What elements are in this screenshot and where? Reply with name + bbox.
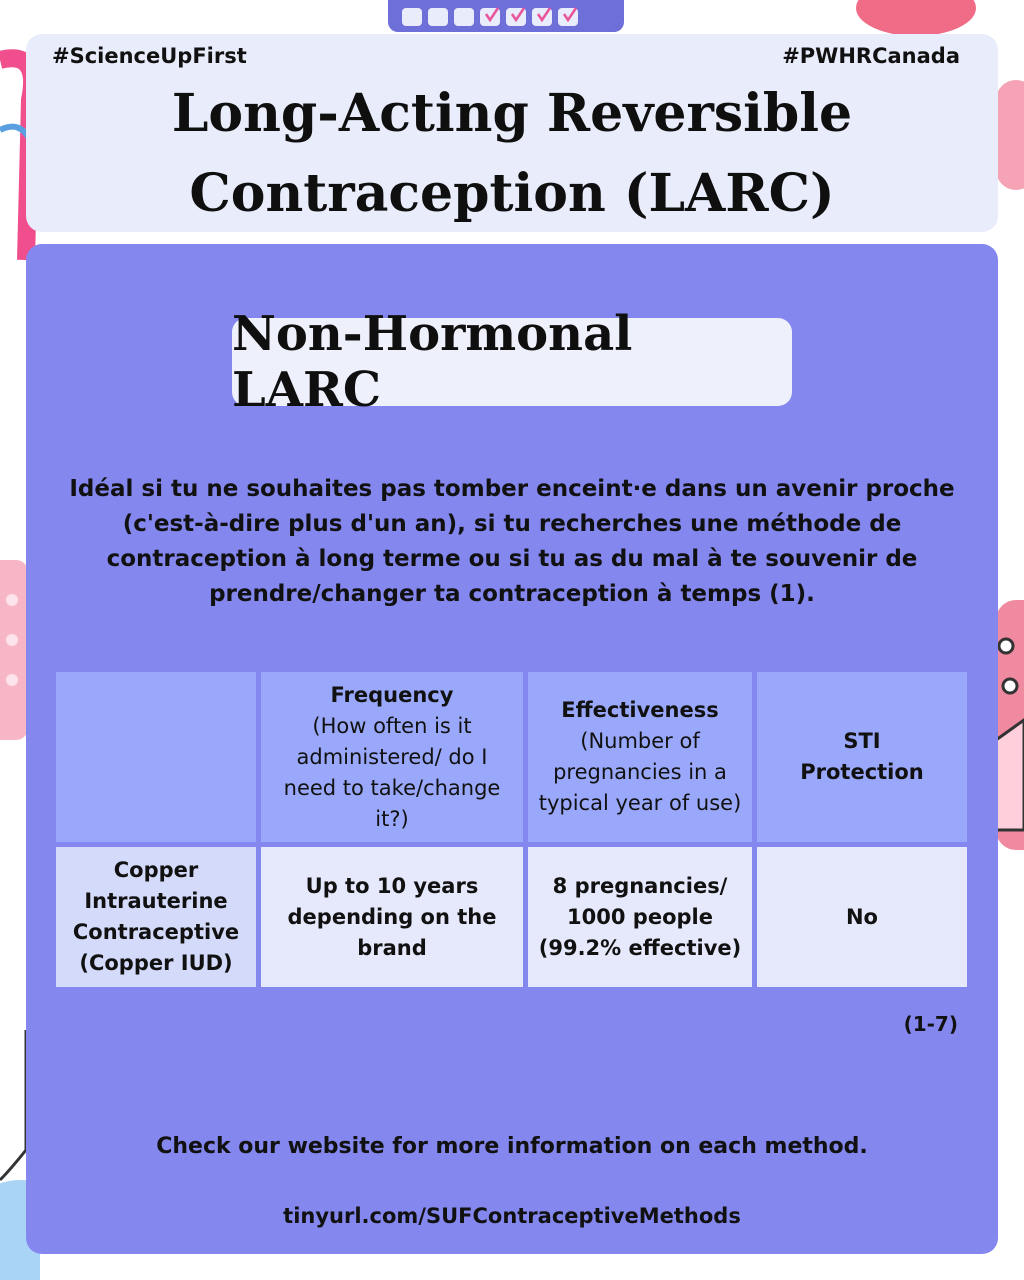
table-header-empty bbox=[56, 672, 256, 842]
header-frequency-title: Frequency bbox=[330, 682, 454, 707]
website-link[interactable]: tinyurl.com/SUFContraceptiveMethods bbox=[283, 1204, 741, 1228]
ring-illustration bbox=[996, 600, 1024, 850]
calendar-illustration bbox=[388, 0, 624, 34]
header-sti-title: STI Protection bbox=[800, 729, 924, 784]
table-header-frequency bbox=[261, 672, 523, 842]
header-effectiveness-note: (Number of pregnancies in a typical year of use) bbox=[538, 729, 742, 815]
page-title-line1: Long-Acting Reversible bbox=[171, 83, 853, 144]
header-frequency-note: (How often is it administered/ do I need to take/change it?) bbox=[283, 713, 501, 831]
table-header-sti bbox=[757, 672, 967, 842]
hashtag-pwhr-canada: #PWHRCanada bbox=[782, 44, 960, 68]
cell-sti: No bbox=[757, 847, 967, 987]
table-header-effectiveness bbox=[528, 672, 752, 842]
main-card bbox=[26, 244, 998, 1254]
section-title-box bbox=[232, 306, 792, 418]
page-title-line2: Contraception (LARC) bbox=[189, 163, 835, 224]
page-title bbox=[26, 74, 998, 234]
references: (1-7) bbox=[903, 1012, 958, 1036]
cell-frequency: Up to 10 years depending on the brand bbox=[261, 847, 523, 987]
comparison-table bbox=[56, 672, 968, 992]
pill-illustration bbox=[856, 0, 976, 34]
hashtag-science-up-first: #ScienceUpFirst bbox=[52, 44, 247, 68]
intro-paragraph: Idéal si tu ne souhaites pas tomber enceint·e dans un avenir proche (c'est-à-dire plus d'un an), si tu recherches une méthode de contraception à long terme ou si tu as du mal à te souvenir de prendre/changer ta contraception à temps (1). bbox=[69, 476, 955, 607]
cell-effectiveness: 8 pregnancies/ 1000 people (99.2% effective) bbox=[528, 847, 752, 987]
pill-pack-illustration bbox=[0, 540, 28, 750]
condom-illustration bbox=[996, 60, 1024, 200]
row-method-copper-iud: Copper Intrauterine Contraceptive (Copper IUD) bbox=[56, 847, 256, 987]
section-title: Non-Hormonal LARC bbox=[232, 306, 633, 418]
footer-text: Check our website for more information on each method. bbox=[156, 1134, 868, 1159]
header-card bbox=[26, 34, 998, 232]
header-effectiveness-title: Effectiveness bbox=[561, 698, 719, 722]
